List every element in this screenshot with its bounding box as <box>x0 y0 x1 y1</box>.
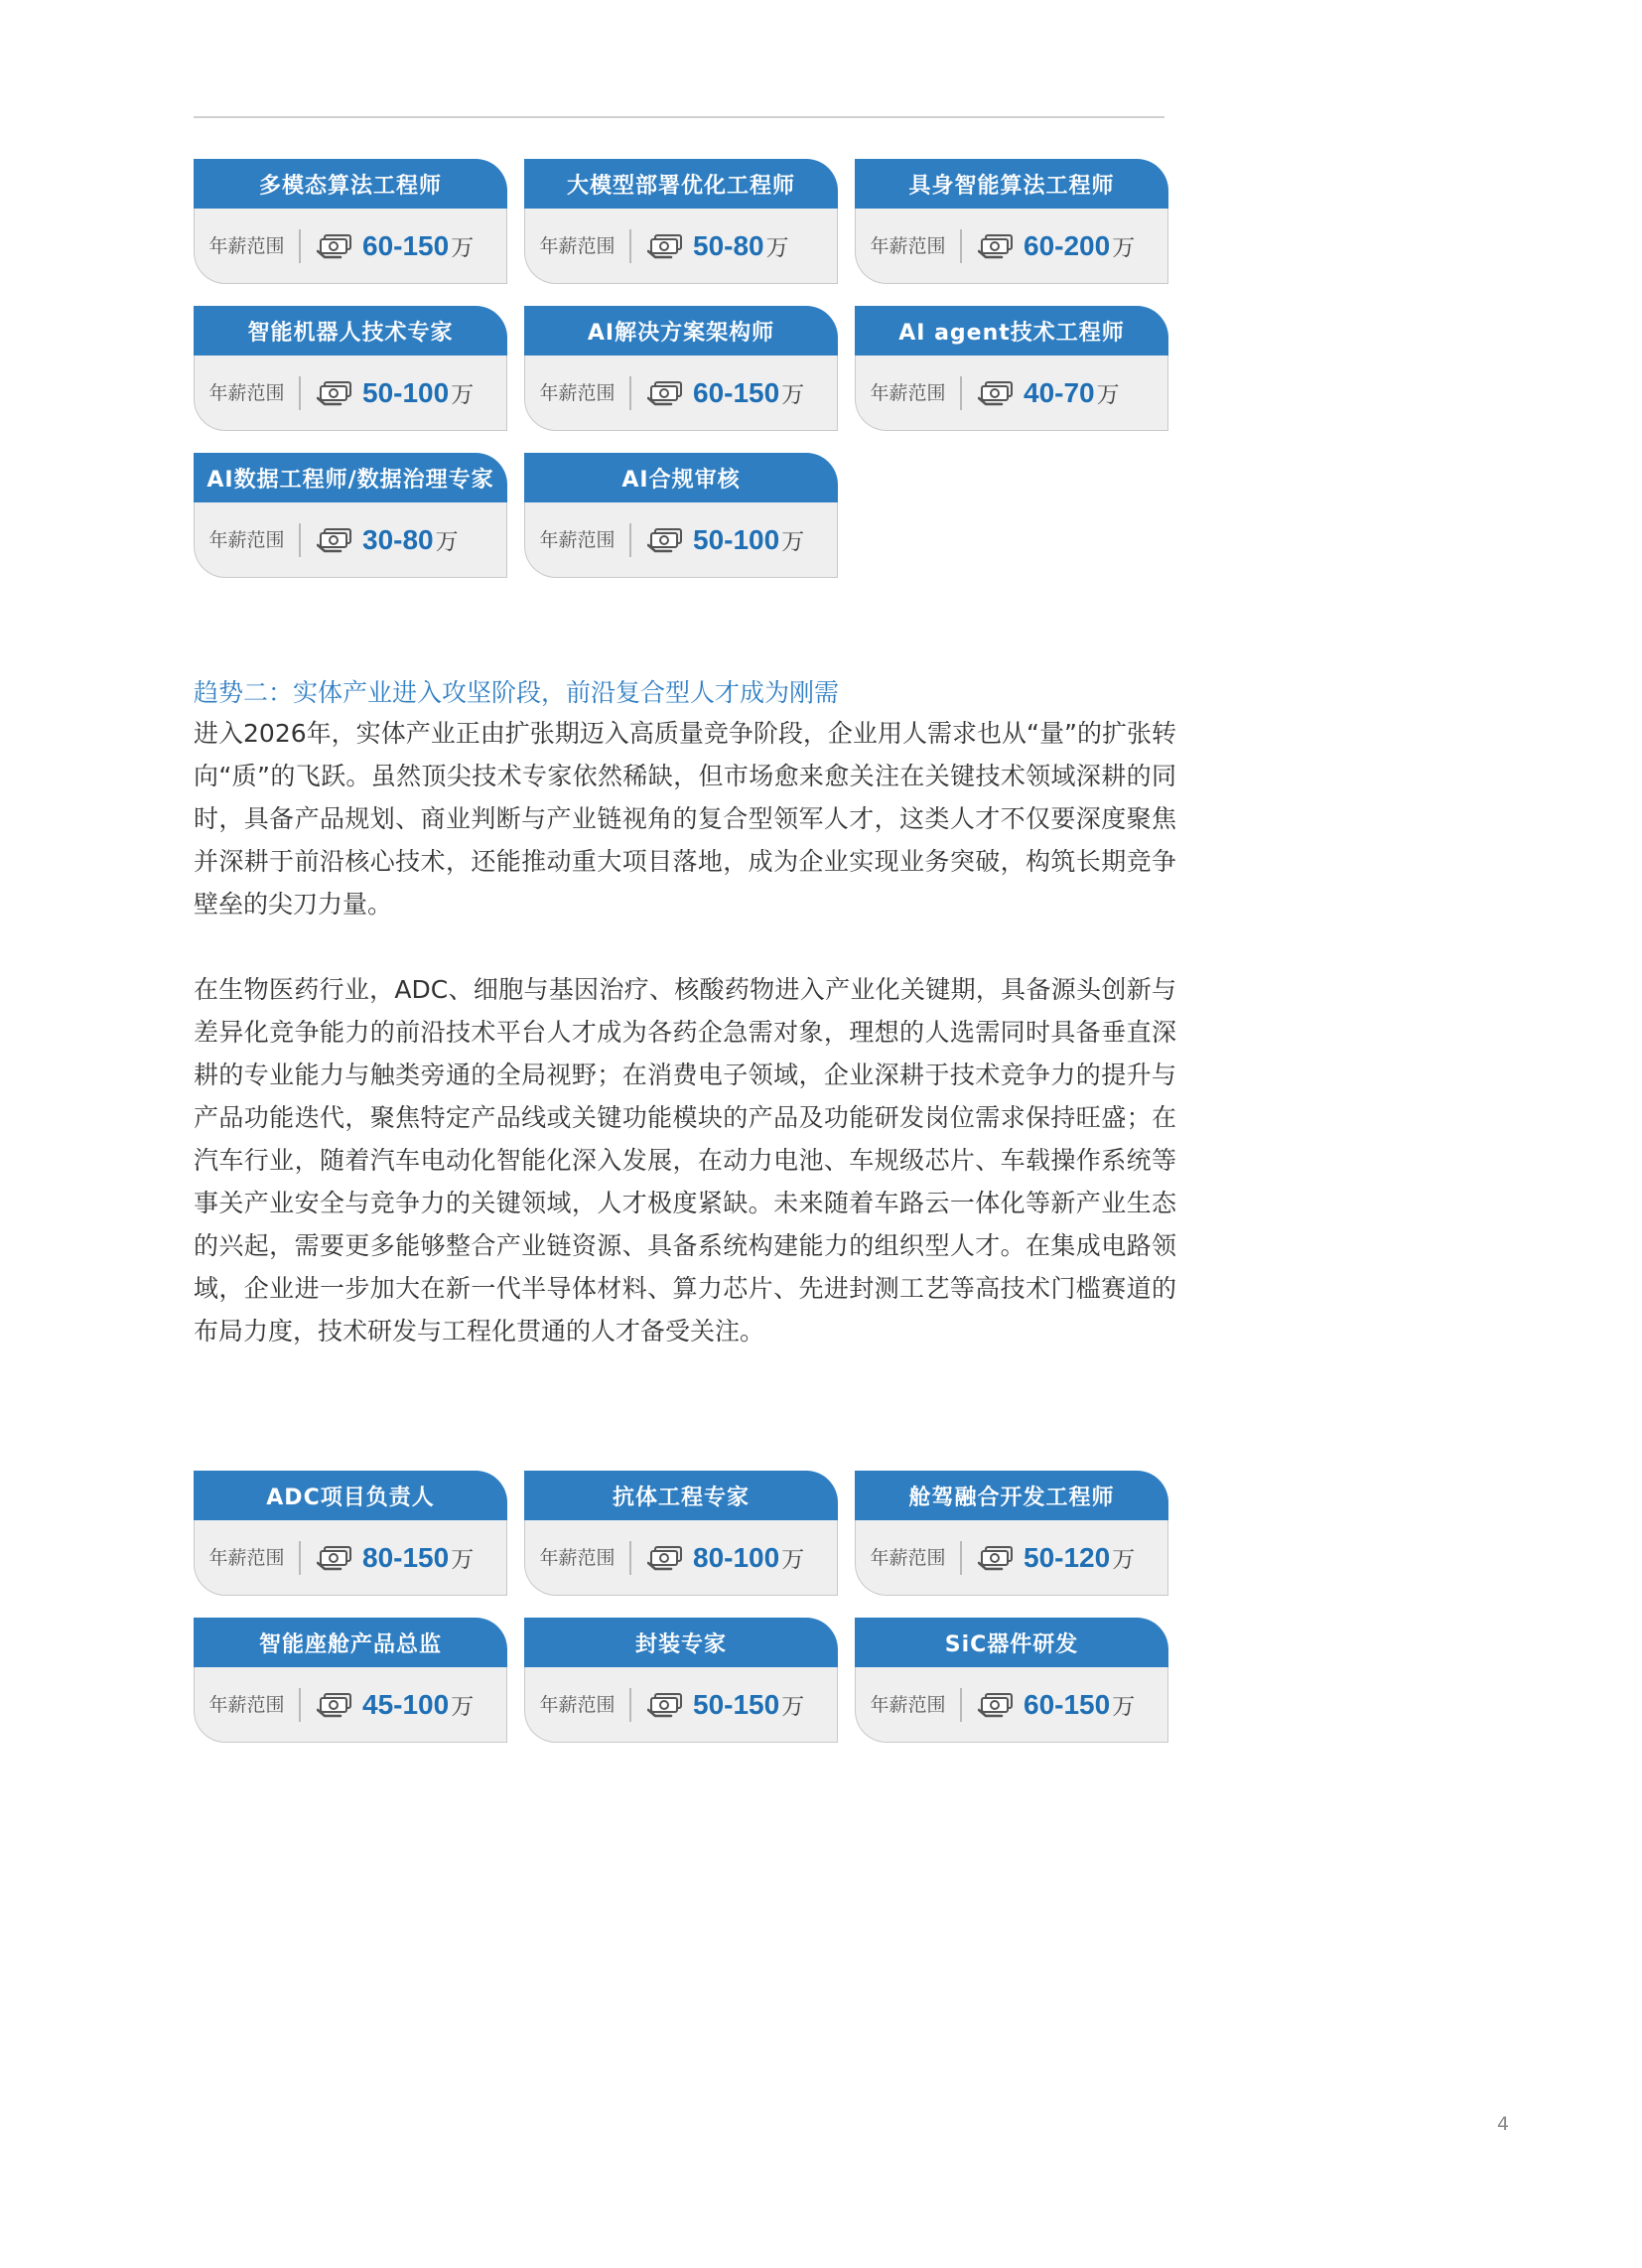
job-title: 大模型部署优化工程师 <box>524 159 838 209</box>
salary-label: 年薪范围 <box>525 1688 631 1722</box>
salary-card <box>855 1471 1168 1598</box>
section-title: 趋势二：实体产业进入攻坚阶段，前沿复合型人才成为刚需 <box>194 678 840 707</box>
money-icon <box>647 1545 683 1571</box>
salary-label: 年薪范围 <box>525 523 631 557</box>
money-icon <box>978 380 1014 406</box>
salary-value: 80-100 <box>693 1541 780 1573</box>
salary-range <box>301 1541 474 1574</box>
salary-unit: 万 <box>781 529 805 555</box>
salary-card <box>194 159 507 286</box>
salary-card <box>524 1471 838 1598</box>
salary-label: 年薪范围 <box>195 229 301 263</box>
salary-unit: 万 <box>1112 235 1136 261</box>
salary-unit: 万 <box>435 529 459 555</box>
salary-card <box>524 453 838 580</box>
job-title: AI解决方案架构师 <box>524 306 838 355</box>
salary-label: 年薪范围 <box>195 1541 301 1575</box>
salary-label: 年薪范围 <box>856 376 962 410</box>
salary-card <box>855 306 1168 433</box>
salary-range <box>631 523 804 556</box>
money-icon <box>317 233 352 259</box>
salary-value: 60-150 <box>693 376 780 408</box>
salary-card <box>524 159 838 286</box>
job-title: 智能机器人技术专家 <box>194 306 507 355</box>
salary-unit: 万 <box>451 1547 475 1573</box>
salary-label: 年薪范围 <box>525 1541 631 1575</box>
salary-unit: 万 <box>451 1694 475 1720</box>
card-body <box>194 1667 507 1743</box>
salary-label: 年薪范围 <box>856 229 962 263</box>
salary-range <box>962 229 1135 262</box>
salary-label: 年薪范围 <box>195 523 301 557</box>
salary-unit: 万 <box>765 235 789 261</box>
salary-unit: 万 <box>451 382 475 408</box>
salary-range <box>301 229 474 262</box>
salary-value: 60-150 <box>1024 1688 1111 1720</box>
top-divider <box>194 116 1164 118</box>
money-icon <box>317 1545 352 1571</box>
card-body <box>194 355 507 431</box>
job-title: AI数据工程师/数据治理专家 <box>194 453 507 502</box>
money-icon <box>647 527 683 553</box>
money-icon <box>978 233 1014 259</box>
page-number: 4 <box>1497 2113 1510 2135</box>
salary-unit: 万 <box>1112 1547 1136 1573</box>
salary-range <box>301 523 459 556</box>
salary-range <box>631 376 804 409</box>
job-title: AI合规审核 <box>524 453 838 502</box>
salary-cards-group-1 <box>194 159 1168 580</box>
job-title: 抗体工程专家 <box>524 1471 838 1520</box>
card-body <box>524 1667 838 1743</box>
card-body <box>855 1520 1168 1596</box>
card-body <box>524 1520 838 1596</box>
salary-value: 30-80 <box>362 523 434 555</box>
salary-value: 45-100 <box>362 1688 450 1720</box>
salary-range <box>962 1688 1135 1721</box>
job-title: 舱驾融合开发工程师 <box>855 1471 1168 1520</box>
salary-range <box>631 1541 804 1574</box>
salary-label: 年薪范围 <box>525 229 631 263</box>
money-icon <box>647 1692 683 1718</box>
salary-value: 50-100 <box>362 376 450 408</box>
salary-range <box>301 376 474 409</box>
salary-value: 50-120 <box>1024 1541 1111 1573</box>
job-title: SiC器件研发 <box>855 1618 1168 1667</box>
money-icon <box>647 380 683 406</box>
salary-value: 60-150 <box>362 229 450 261</box>
salary-cards-group-2 <box>194 1471 1168 1745</box>
salary-unit: 万 <box>1096 382 1120 408</box>
salary-value: 50-100 <box>693 523 780 555</box>
salary-card <box>194 1471 507 1598</box>
card-body <box>194 209 507 284</box>
paragraph-2: 在生物医药行业，ADC、细胞与基因治疗、核酸药物进入产业化关键期，具备源头创新与差异化竞争能力的前沿技术平台人才成为各药企急需对象，理想的人选需同时具备垂直深耕的专业能力与触类旁通的全局视野；在消费电子领域，企业深耕于技术竞争力的提升与产品功能迭代，聚焦特定产品线或关键功能模块的产品及功能研发岗位需求保持旺盛；在汽车行业，随着汽车电动化智能化深入发展，在动力电池、车规级芯片、车载操作系统等事关产业安全与竞争力的关键领域，人才极度紧缺。未来随着车路云一体化等新产业生态的兴起，需要更多能够整合产业链资源、具备系统构建能力的组织型人才。在集成电路领域，企业进一步加大在新一代半导体材料、算力芯片、先进封测工艺等高技术门槛赛道的布局力度，技术研发与工程化贯通的人才备受关注。 <box>194 975 1176 1346</box>
salary-label: 年薪范围 <box>195 1688 301 1722</box>
salary-unit: 万 <box>781 1694 805 1720</box>
job-title: 具身智能算法工程师 <box>855 159 1168 209</box>
card-body <box>524 355 838 431</box>
salary-range <box>962 1541 1135 1574</box>
salary-value: 40-70 <box>1024 376 1095 408</box>
card-body <box>855 1667 1168 1743</box>
salary-value: 50-150 <box>693 1688 780 1720</box>
salary-unit: 万 <box>781 382 805 408</box>
salary-value: 50-80 <box>693 229 764 261</box>
job-title: AI agent技术工程师 <box>855 306 1168 355</box>
job-title: ADC项目负责人 <box>194 1471 507 1520</box>
salary-label: 年薪范围 <box>856 1541 962 1575</box>
salary-unit: 万 <box>1112 1694 1136 1720</box>
job-title: 封装专家 <box>524 1618 838 1667</box>
salary-range <box>962 376 1120 409</box>
card-body <box>524 209 838 284</box>
salary-value: 80-150 <box>362 1541 450 1573</box>
money-icon <box>978 1692 1014 1718</box>
salary-range <box>631 229 789 262</box>
money-icon <box>317 380 352 406</box>
salary-unit: 万 <box>781 1547 805 1573</box>
job-title: 智能座舱产品总监 <box>194 1618 507 1667</box>
salary-label: 年薪范围 <box>525 376 631 410</box>
paragraph-1: 进入2026年，实体产业正由扩张期迈入高质量竞争阶段，企业用人需求也从“量”的扩张转向“质”的飞跃。虽然顶尖技术专家依然稀缺，但市场愈来愈关注在关键技术领域深耕的同时，具备产品规划、商业判断与产业链视角的复合型领军人才，这类人才不仅要深度聚焦并深耕于前沿核心技术，还能推动重大项目落地，成为企业实现业务突破，构筑长期竞争壁垒的尖刀力量。 <box>194 719 1176 919</box>
salary-label: 年薪范围 <box>195 376 301 410</box>
salary-unit: 万 <box>451 235 475 261</box>
salary-card <box>194 306 507 433</box>
salary-card <box>855 159 1168 286</box>
salary-card <box>855 1618 1168 1745</box>
salary-card <box>524 306 838 433</box>
money-icon <box>647 233 683 259</box>
money-icon <box>317 1692 352 1718</box>
salary-card <box>194 453 507 580</box>
card-body <box>194 502 507 578</box>
salary-card <box>194 1618 507 1745</box>
salary-value: 60-200 <box>1024 229 1111 261</box>
card-body <box>855 209 1168 284</box>
money-icon <box>317 527 352 553</box>
salary-card <box>524 1618 838 1745</box>
money-icon <box>978 1545 1014 1571</box>
salary-range <box>631 1688 804 1721</box>
card-body <box>855 355 1168 431</box>
card-body <box>194 1520 507 1596</box>
salary-label: 年薪范围 <box>856 1688 962 1722</box>
job-title: 多模态算法工程师 <box>194 159 507 209</box>
card-body <box>524 502 838 578</box>
salary-range <box>301 1688 474 1721</box>
